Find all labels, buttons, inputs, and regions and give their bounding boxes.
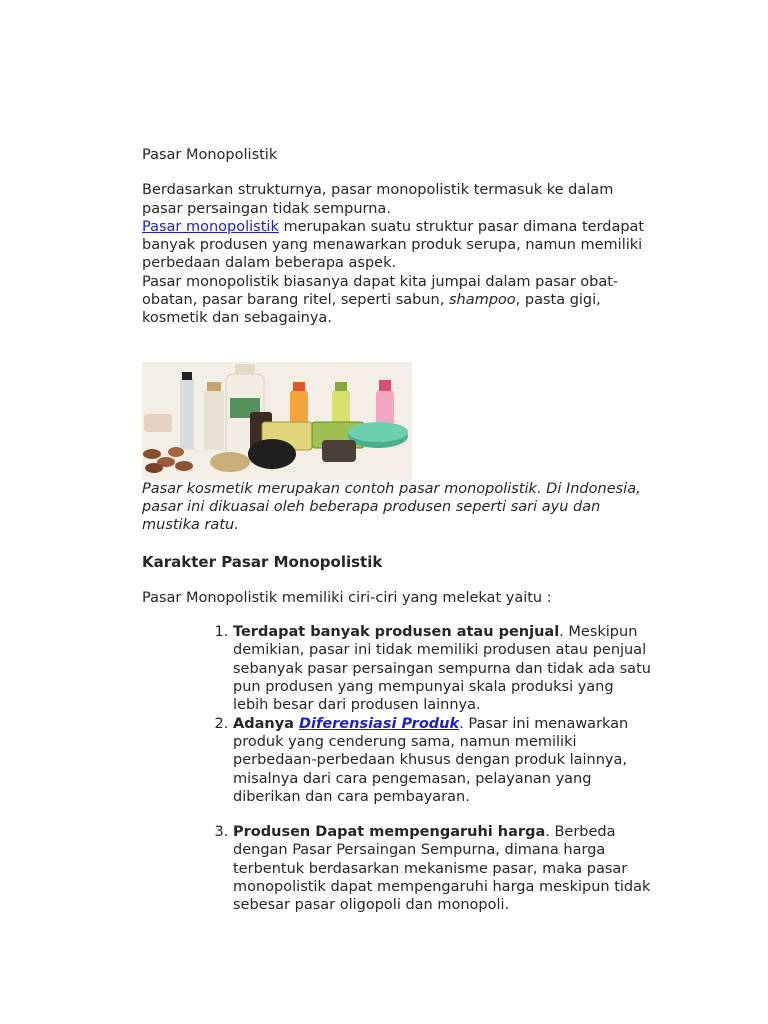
shampoo-word: shampoo	[448, 292, 516, 309]
image-caption: Pasar kosmetik merupakan contoh pasar monopolistik. Di Indonesia, pasar ini dikuasai oleh beberapa produsen seperti sari ayu dan mustika ratu.	[142, 480, 641, 534]
document-title: Pasar Monopolistik	[142, 147, 278, 163]
cosmetics-illustration	[142, 362, 412, 480]
list-item	[233, 823, 652, 914]
item-1-bold: Terdapat banyak produsen atau penjual	[233, 624, 560, 641]
section-heading: Karakter Pasar Monopolistik	[142, 552, 383, 571]
paragraph-definition	[142, 218, 652, 273]
item-3-bold: Produsen Dapat mempengaruhi harga	[233, 824, 546, 841]
definition-text: merupakan suatu struktur pasar dimana terdapat banyak produsen yang menawarkan produk serupa, namun memiliki perbedaan dalam beberapa aspek.	[142, 218, 645, 272]
characteristics-list	[142, 623, 652, 914]
item-2-text: . Pasar ini menawarkan produk yang cenderung sama, namun memiliki perbedaan-perbedaan khusus dengan produk lainnya, misalnya dari cara pengemasan, pelayanan yang diberikan dan cara pembayaran.	[233, 715, 629, 805]
diferensiasi-produk-link[interactable]: Diferensiasi Produk	[299, 715, 460, 732]
list-intro: Pasar Monopolistik memiliki ciri-ciri yang melekat yaitu :	[142, 589, 552, 606]
item-1-text: . Meskipun demikian, pasar ini tidak memiliki produsen atau penjual sebanyak pasar persaingan sempurna dan tidak ada satu pun produsen yang mempunyai skala produksi yang lebih besar dari produsen lainnya.	[233, 624, 651, 714]
cosmetics-product-photo	[142, 362, 412, 480]
item-3-text: . Berbeda dengan Pasar Persaingan Sempurna, dimana harga terbentuk berdasarkan mekanisme pasar, maka pasar monopolistik dapat mempengaruhi harga meskipun tidak sebesar pasar oligopoli dan monopoli.	[233, 824, 651, 914]
item-2-bold: Adanya	[233, 715, 299, 732]
paragraph-examples	[142, 273, 652, 328]
pasar-monopolistik-link[interactable]: Pasar monopolistik	[142, 218, 279, 235]
list-item	[233, 623, 652, 714]
examples-text-b: , pasta gigi, kosmetik dan sebagainya.	[142, 292, 601, 327]
document-content	[142, 146, 652, 915]
list-item	[233, 715, 652, 806]
paragraph-structure: Berdasarkan strukturnya, pasar monopolistik termasuk ke dalam pasar persaingan tidak sempurna.	[142, 182, 614, 217]
examples-text-a: Pasar monopolistik biasanya dapat kita jumpai dalam pasar obat-obatan, pasar barang ritel, seperti sabun,	[142, 273, 619, 309]
